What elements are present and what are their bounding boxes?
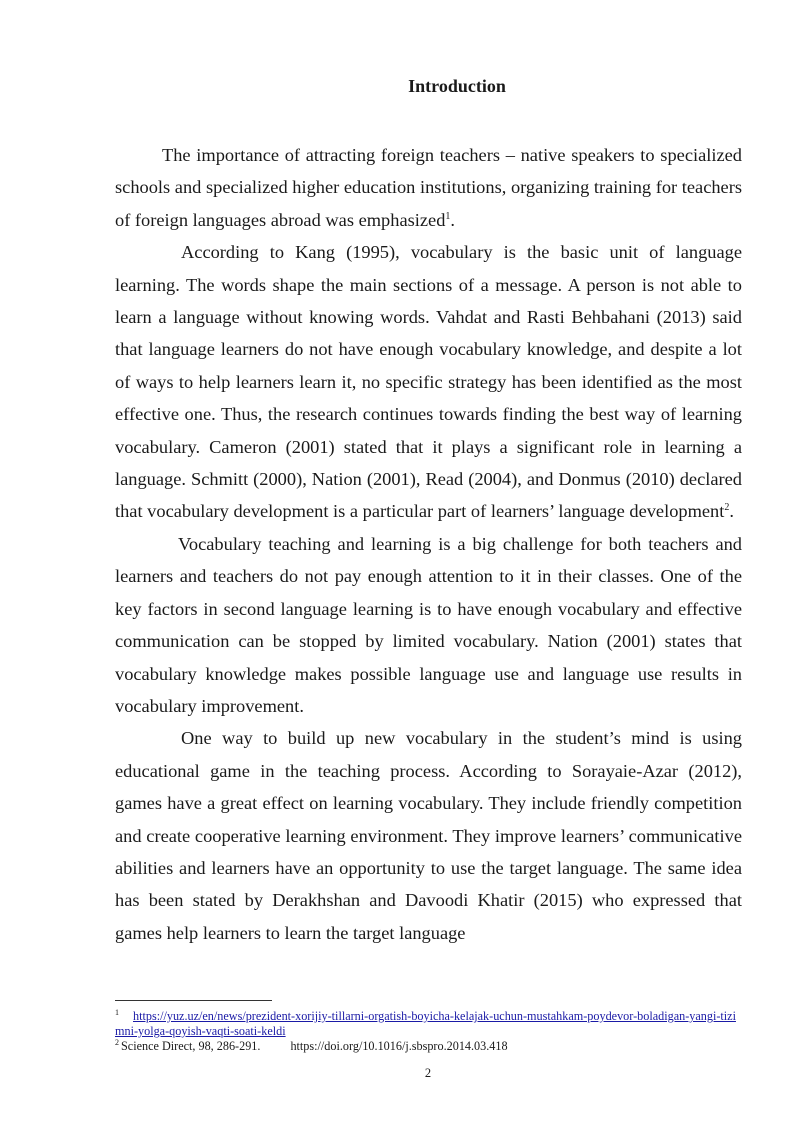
paragraph-4-text: One way to build up new vocabulary in the student’s mind is using educational game in the teaching process. According to Sorayaie-Azar (2012), games have a great effect on learning vocabulary. They include friendly competition and create cooperative learning environment. They improve learners’ communicative abilities and learners have an opportunity to use the target language. The same idea has been stated by Derakhshan and Davoodi Khatir (2015) who expressed that games help learners to learn the target language xyxy=(115,728,742,943)
paragraph-1-text: The importance of attracting foreign teachers – native speakers to specialized schools and specialized higher education institutions, organizing training for teachers of foreign languages abroad was emphasized xyxy=(115,145,742,230)
page-number: 2 xyxy=(424,1066,432,1080)
footnote-2-source: Science Direct, 98, 286-291. xyxy=(121,1039,261,1053)
footnote-1-number: 1 xyxy=(115,1007,119,1017)
footnote-1-link[interactable]: https://yuz.uz/en/news/prezident-xorijiy-tillarni-orgatish-boyicha-kelajak-uchun-mustahkam-poydevor-boladigan-yangi-tizimni-yolga-qoyish-vaqti-soati-keldi xyxy=(115,1009,736,1038)
footnote-ref-1[interactable]: 1 xyxy=(445,210,451,222)
paragraph-3 xyxy=(115,528,742,722)
paragraph-2-tail: . xyxy=(729,501,734,522)
footnotes xyxy=(115,1000,742,1054)
paragraph-4 xyxy=(115,722,742,949)
paragraph-3-text: Vocabulary teaching and learning is a big challenge for both teachers and learners and teachers do not pay enough attention to it in their classes. One of the key factors in second language learning is to have enough vocabulary and effective communication can be stopped by limited vocabulary. Nation (2001) states that vocabulary knowledge makes possible language use and language use results in vocabulary improvement. xyxy=(115,533,742,716)
body-text xyxy=(115,139,742,949)
footnote-2 xyxy=(115,1039,742,1054)
footnote-2-doi: https://doi.org/10.1016/j.sbspro.2014.03.418 xyxy=(290,1039,508,1053)
paragraph-2 xyxy=(115,236,742,528)
footnote-2-number: 2 xyxy=(115,1037,119,1047)
paragraph-1-tail: . xyxy=(450,209,456,230)
footnote-ref-2[interactable]: 2 xyxy=(724,502,730,514)
paragraph-2-text: According to Kang (1995), vocabulary is the basic unit of language learning. The words shape the main sections of a message. A person is not able to learn a language without knowing words. Vahdat and Rasti Behbahani (2013) said that language learners do not have enough vocabulary knowledge, and despite a lot of ways to help learners learn it, no specific strategy has been identified as the most effective one. Thus, the research continues towards finding the best way of learning vocabulary. Cameron (2001) stated that it plays a significant role in learning a language. Schmitt (2000), Nation (2001), Read (2004), and Donmus (2010) declared that vocabulary development is a particular part of learners’ language development xyxy=(115,242,742,522)
paragraph-1 xyxy=(115,139,742,236)
title-container xyxy=(114,76,800,97)
page-title: Introduction xyxy=(408,76,506,96)
footnote-divider xyxy=(115,1000,272,1001)
footnote-1 xyxy=(115,1009,742,1039)
